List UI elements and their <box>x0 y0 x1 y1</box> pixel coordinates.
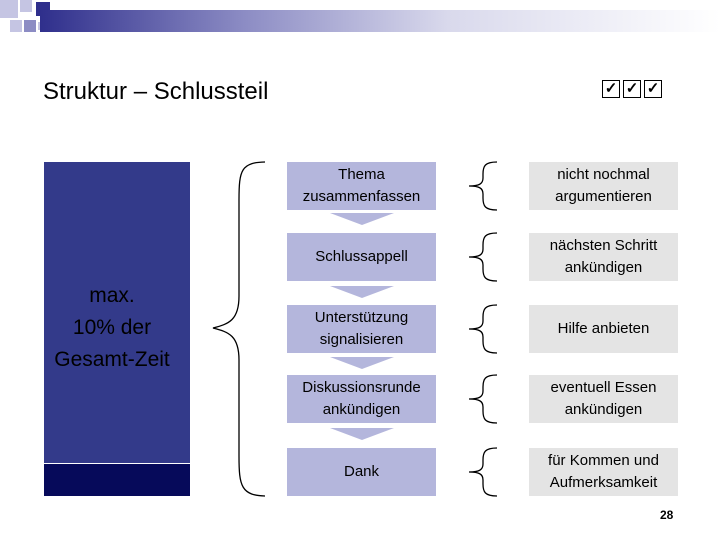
down-arrow-icon <box>330 213 394 225</box>
small-brace-icon <box>463 231 503 283</box>
small-brace-icon <box>463 303 503 355</box>
step-label: Unterstützung signalisieren <box>314 309 409 348</box>
down-arrow-icon <box>330 286 394 298</box>
time-label-line: 10% der <box>72 316 152 339</box>
small-brace-icon <box>463 373 503 425</box>
note-box <box>529 162 678 210</box>
small-brace-icon <box>463 446 503 498</box>
check-marks <box>602 80 662 98</box>
note-label: nächsten Schritt ankündigen <box>549 237 658 276</box>
note-label: Hilfe anbieten <box>557 320 650 337</box>
step-label: Schlussappell <box>315 248 408 265</box>
note-box <box>529 375 678 423</box>
step-box <box>287 448 436 496</box>
note-label: nicht nochmal argumentieren <box>555 166 652 205</box>
note-box <box>529 448 678 496</box>
time-label-line: max. <box>89 284 135 307</box>
slide-title: Struktur – Schlussteil <box>43 78 269 105</box>
step-box <box>287 162 436 210</box>
note-label: für Kommen und Aufmerksamkeit <box>548 452 659 491</box>
checkbox-checked-icon: ✓ <box>623 80 641 98</box>
time-label <box>32 280 192 376</box>
step-box <box>287 375 436 423</box>
step-label: Diskussionsrunde ankündigen <box>302 379 421 418</box>
time-label-line: Gesamt-Zeit <box>54 348 170 371</box>
small-brace-icon <box>463 160 503 212</box>
time-bar-base <box>44 463 190 496</box>
step-box <box>287 233 436 281</box>
page-number: 28 <box>660 508 674 522</box>
step-box <box>287 305 436 353</box>
step-label: Thema zusammenfassen <box>302 166 421 205</box>
note-box <box>529 233 678 281</box>
down-arrow-icon <box>330 357 394 369</box>
checkbox-checked-icon: ✓ <box>644 80 662 98</box>
note-label: eventuell Essen ankündigen <box>550 379 657 418</box>
step-label: Dank <box>343 463 380 480</box>
down-arrow-icon <box>330 428 394 440</box>
big-brace-icon <box>205 160 265 500</box>
checkbox-checked-icon: ✓ <box>602 80 620 98</box>
note-box <box>529 305 678 353</box>
